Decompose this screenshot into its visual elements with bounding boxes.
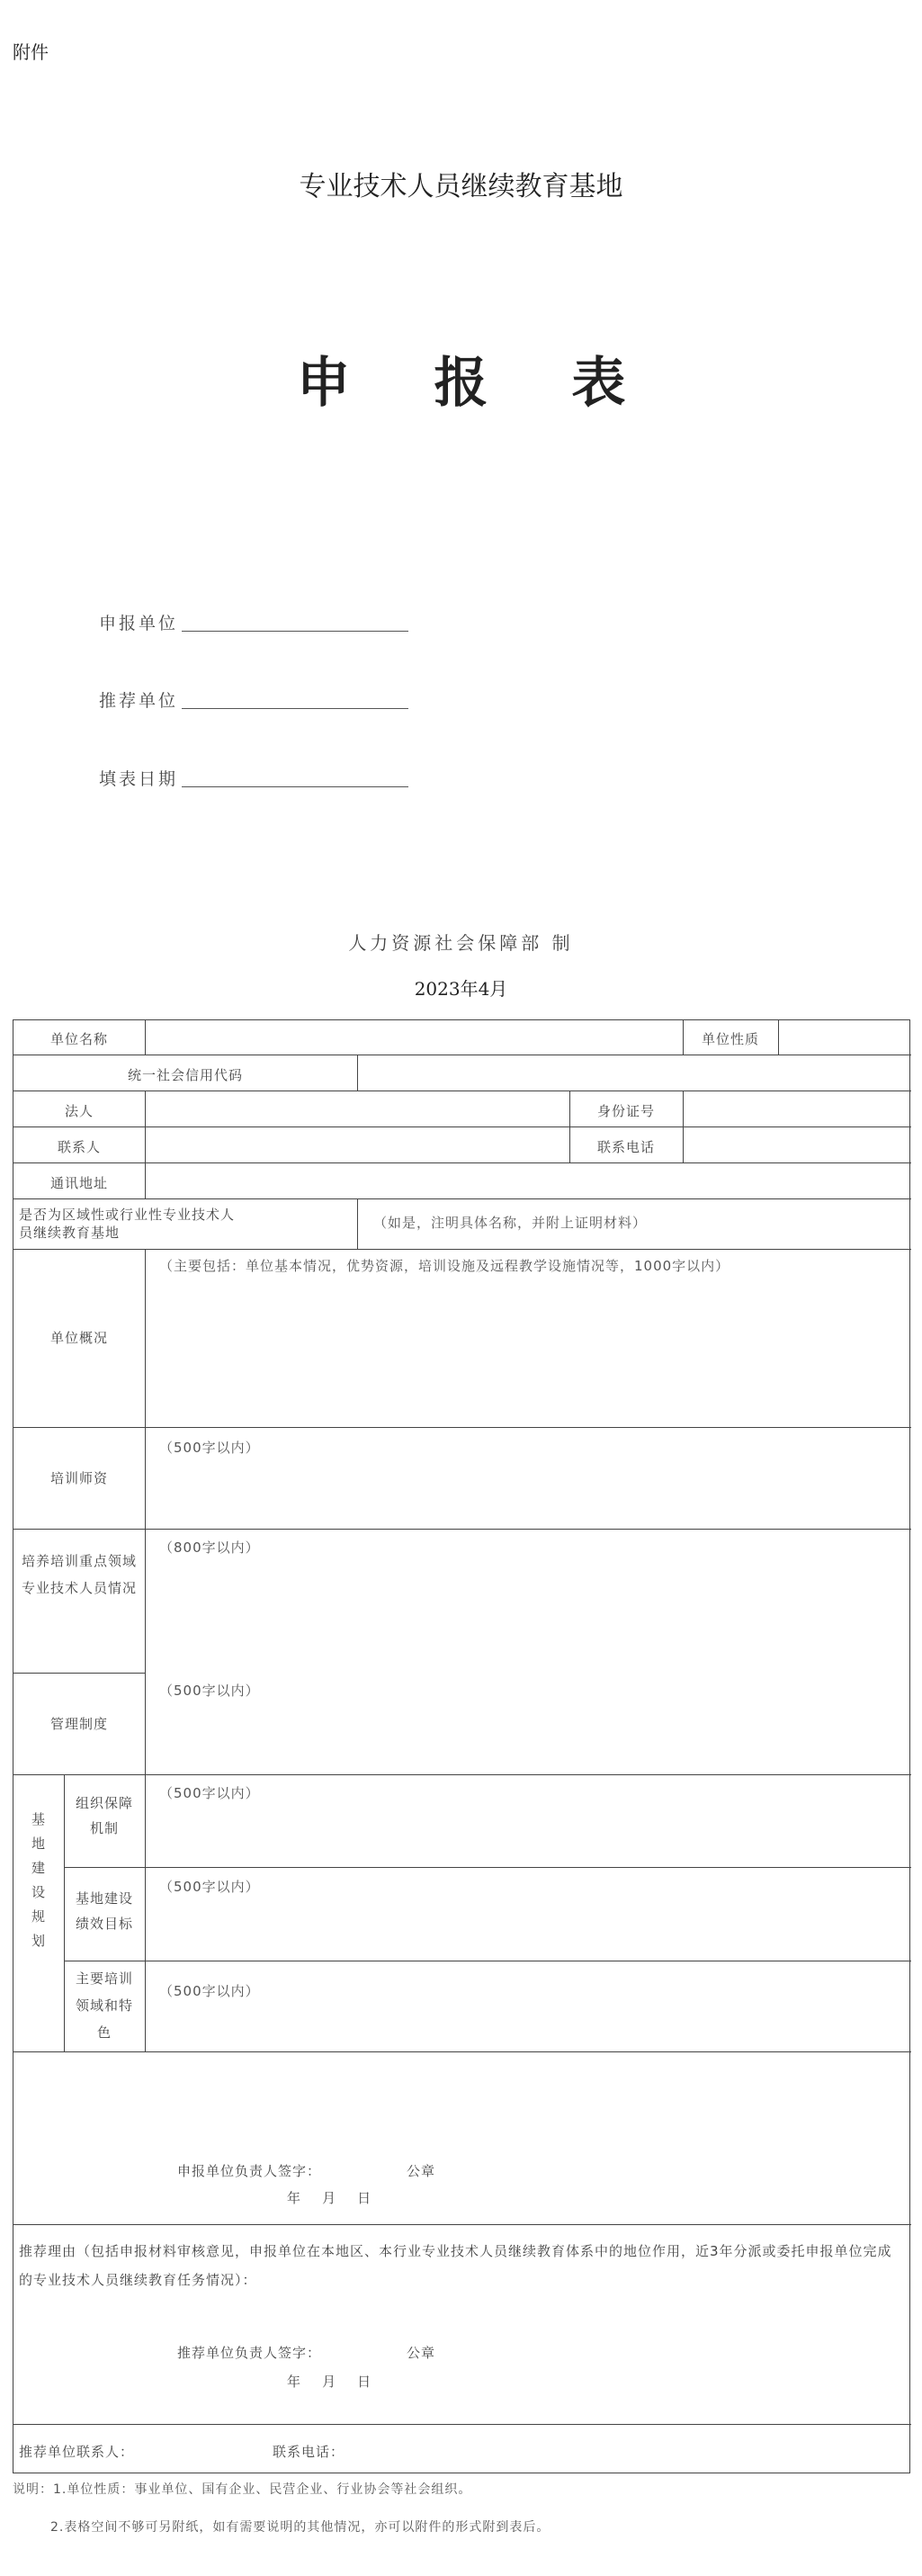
recommend-contact-label: 推荐单位联系人： [19, 2444, 135, 2460]
training-label: 培养培训重点领域专业技术人员情况 [21, 1553, 137, 1596]
phone-input[interactable] [684, 1126, 910, 1162]
phone-label: 联系电话 [596, 1139, 655, 1155]
note-1: 说明：1.单位性质：事业单位、国有企业、民营企业、行业协会等社会组织。 [13, 2482, 472, 2497]
id-number-input[interactable] [684, 1091, 910, 1126]
row-divider [13, 1529, 911, 1530]
recommend-date-label: 年 月 日 [287, 2374, 372, 2390]
row-divider [13, 1673, 145, 1674]
row-divider [13, 1427, 911, 1428]
plan-label: 基地建设规划 [30, 1812, 46, 1958]
management-hint[interactable]: （500字以内） [159, 1683, 260, 1699]
cover-field-applicant-label: 申报单位 [99, 614, 179, 633]
cover-field-applicant-line[interactable] [182, 630, 408, 632]
address-input[interactable] [146, 1162, 910, 1198]
management-label: 管理制度 [49, 1716, 108, 1732]
row-divider [13, 1249, 911, 1250]
application-form-table [13, 1019, 910, 2473]
cover-field-date-line[interactable] [182, 785, 408, 787]
cover-field-recommender-label: 推荐单位 [99, 691, 179, 711]
row-divider [13, 2224, 911, 2225]
recommend-reason[interactable]: 推荐理由（包括申报材料审核意见，申报单位在本地区、本行业专业技术人员继续教育体系中的地位作用，近3年分派或委托申报单位完成的专业技术人员继续教育任务情况）： [19, 2243, 892, 2288]
id-number-label: 身份证号 [596, 1103, 655, 1119]
cover-field-date-label: 填表日期 [99, 769, 179, 789]
row-divider [13, 1774, 911, 1775]
recommend-sign-label: 推荐单位负责人签字： [177, 2345, 322, 2361]
is-base-label: 是否为区域性或行业性专业技术人员继续教育基地 [19, 1207, 236, 1241]
issuer: 人力资源社会保障部 制 [348, 932, 574, 954]
plan-row-hint[interactable]: （500字以内） [159, 1879, 260, 1895]
unit-nature-label: 单位性质 [701, 1031, 759, 1047]
contact-input[interactable] [146, 1126, 569, 1162]
applicant-seal-label: 公章 [407, 2163, 436, 2179]
applicant-sign-label: 申报单位负责人签字： [177, 2163, 322, 2179]
col-divider [357, 1198, 358, 1249]
overview-hint[interactable]: （主要包括：单位基本情况，优势资源，培训设施及远程教学设施情况等，1000字以内） [159, 1258, 730, 1274]
unit-nature-input[interactable] [779, 1020, 910, 1055]
form-title: 申 报 表 [296, 352, 658, 415]
teachers-label: 培训师资 [49, 1470, 108, 1486]
row-divider [64, 1867, 911, 1868]
address-label: 通讯地址 [49, 1175, 108, 1191]
legal-person-label: 法人 [64, 1103, 94, 1119]
col-divider [145, 1249, 146, 2051]
contact-label: 联系人 [57, 1139, 101, 1155]
row-divider [13, 1198, 911, 1199]
unit-name-label: 单位名称 [49, 1031, 108, 1047]
issue-date: 2023年4月 [414, 978, 508, 1000]
credit-code-input[interactable] [358, 1055, 910, 1091]
note-2: 2.表格空间不够可另附纸，如有需要说明的其他情况，亦可以附件的形式附到表后。 [50, 2520, 551, 2535]
applicant-date-label: 年 月 日 [287, 2190, 372, 2206]
is-base-hint[interactable]: （如是，注明具体名称，并附上证明材料） [373, 1215, 648, 1231]
credit-code-label: 统一社会信用代码 [127, 1067, 243, 1083]
row-divider [13, 2424, 911, 2425]
recommend-phone-label: 联系电话： [273, 2444, 345, 2460]
legal-person-input[interactable] [146, 1091, 569, 1126]
cover-field-recommender-line[interactable] [182, 707, 408, 709]
overview-label: 单位概况 [49, 1330, 108, 1346]
plan-row-label: 主要培训领域和特色 [75, 1970, 133, 2041]
recommend-seal-label: 公章 [407, 2345, 436, 2361]
attachment-label: 附件 [13, 41, 49, 63]
teachers-hint[interactable]: （500字以内） [159, 1440, 260, 1456]
plan-row-hint[interactable]: （500字以内） [159, 1983, 260, 1999]
row-divider [13, 2051, 911, 2052]
plan-row-label: 组织保障机制 [75, 1795, 133, 1836]
col-divider [64, 1774, 65, 2051]
unit-name-input[interactable] [146, 1020, 683, 1055]
training-hint[interactable]: （800字以内） [159, 1539, 260, 1556]
form-subtitle: 专业技术人员继续教育基地 [299, 171, 623, 202]
plan-row-hint[interactable]: （500字以内） [159, 1785, 260, 1801]
plan-row-label: 基地建设绩效目标 [75, 1890, 133, 1932]
